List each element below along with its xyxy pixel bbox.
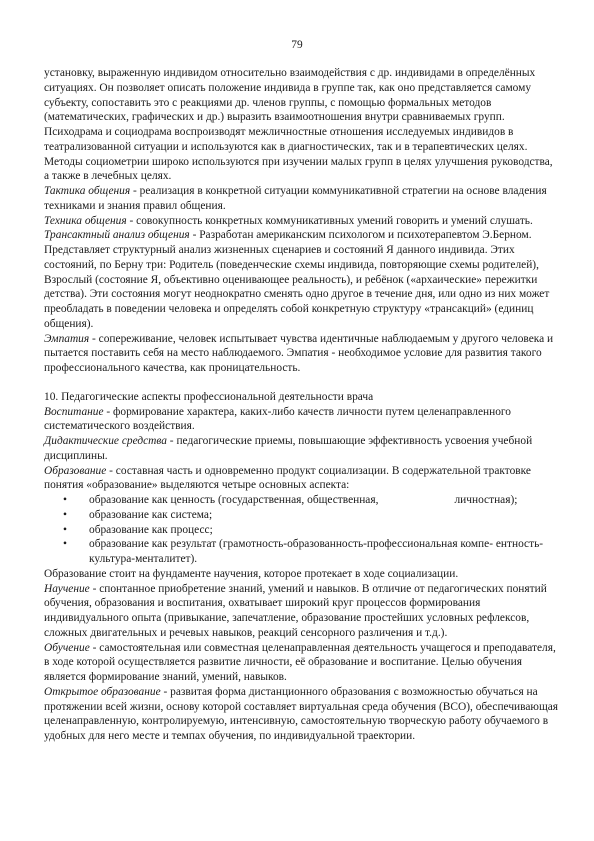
definition-term: Воспитание	[44, 405, 104, 418]
definition-text: - Разработан американским психологом и психотерапевтом Э.Берном. Представляет структурный анализ жизненных сценариев и состояний Я данного индивида. Этих состояний, по Берну три: Родитель (поведенческие схемы индивида, повторяющие схемы родителей), Взрослый (состояние Я, объективно оценивающее реальность), и ребёнок («архаические» пережитки детства). Эти состояния могут неоднократно сменять одно другое в течение дня, или одно из них может преобладать в поведении человека и определять собой конкретную структуру «трансакций» (единиц общения).	[44, 229, 550, 330]
definition-education	[44, 464, 559, 494]
definition-teaching	[44, 641, 559, 685]
definition-open-education	[44, 685, 559, 744]
definition-empathy	[44, 332, 559, 376]
definition-term: Трансактный анализ общения	[44, 229, 190, 242]
definition-text: - формирование характера, каких-либо качеств личности путем целенаправленного систематического воздействия.	[44, 405, 511, 433]
page-number: 79	[291, 39, 303, 51]
definition-term: Техника общения	[44, 214, 127, 227]
definition-term: Эмпатия	[44, 332, 90, 345]
definition-term: Тактика общения	[44, 185, 131, 197]
definition-text: - реализация в конкретной ситуации коммуникативной стратегии на основе владения техниками и знания правил общения.	[44, 185, 547, 212]
definition-text: - развитая форма дистанционного образования с возможностью обучаться на протяжении всей жизни, основу которой составляет виртуальная среда обучения (ВСО), обеспечивающая целенаправленную, контролируемую, интенсивную, самостоятельную творческую работу обучаемого в удобных для него месте и темпах обучения, по индивидуальной траектории.	[44, 685, 559, 742]
definition-upbringing	[44, 405, 559, 435]
definition-didactic-means	[44, 434, 559, 464]
education-aspects-list	[44, 493, 559, 567]
definition-text: - сопереживание, человек испытывает чувства идентичные наблюдаемым у другого человека и пытается поставить себя на место наблюдаемого. Эмпатия - необходимое условие для развития такого профессионального качества, как проницательность.	[44, 332, 554, 374]
list-item: • образование как результат (грамотность-образованность-профессиональная компе- ентность-культура-менталитет).	[44, 537, 559, 567]
definition-text: - спонтанное приобретение знаний, умений и навыков. В отличие от педагогических понятий обучения, образования и воспитания, охватывает широкий круг процессов формирования индивидуального опыта (привыкание, запечатление, образование простейших условных рефлексов, сложных двигательных и речевых навыков, реакций сенсорного различения и т.д.).	[44, 582, 547, 639]
definition-term: Открытое образование	[44, 685, 161, 698]
definition-term: Образование	[44, 464, 107, 477]
section-heading: 10. Педагогические аспекты профессиональной деятельности врача	[44, 390, 374, 403]
definition-communication-technique	[44, 214, 559, 229]
page-content	[44, 66, 559, 744]
definition-term: Обучение	[44, 641, 90, 654]
definition-transactional-analysis	[44, 228, 559, 331]
section-spacer	[44, 376, 559, 390]
definition-text: - составная часть и одновременно продукт социализации. В содержательной трактовке понятия «образование» выделяются четыре основных аспекта:	[44, 464, 531, 492]
definition-term: Дидактические средства	[44, 435, 167, 447]
list-item: • образование как ценность (государственная, общественная, личностная);	[44, 493, 559, 508]
definition-text: - педагогические приемы, повышающие эффективность усвоения учебной дисциплины.	[44, 435, 533, 462]
definition-text: - самостоятельная или совместная целенаправленная деятельность учащегося и преподавателя, в ходе которой осуществляется развитие личности, её образование и воспитание. Целью обучения является формирование знаний, умений, навыков.	[44, 641, 556, 683]
definition-term: Научение	[44, 582, 90, 595]
intro-paragraph: установку, выраженную индивидом относительно взаимодействия с др. индивидами в определённых ситуациях. Он позволяет описать положение индивида в группе так, как оно представляется самому субъекту, сопоставить это с реакциями др. членов группы, с помощью формальных методов (математических, графических и др.) выразить взаимоотношения внутри сравниваемых групп. Психодрама и социодрама воспроизводят межличностные отношения исследуемых индивидов в театрализованной ситуации и используются как в диагностических, так и в терапевтических целях. Методы социометрии широко используются при изучении малых групп в целях улучшения руководства, а также в лечебных целях.	[44, 67, 553, 183]
list-item: • образование как система;	[44, 508, 559, 523]
paragraph-after-list: Образование стоит на фундаменте научения, которое протекает в ходе социализации.	[44, 567, 459, 580]
definition-text: - совокупность конкретных коммуникативных умений говорить и умений слушать.	[126, 214, 533, 227]
list-item: • образование как процесс;	[44, 523, 559, 538]
definition-learning	[44, 582, 559, 641]
definition-communication-tactics	[44, 184, 559, 214]
